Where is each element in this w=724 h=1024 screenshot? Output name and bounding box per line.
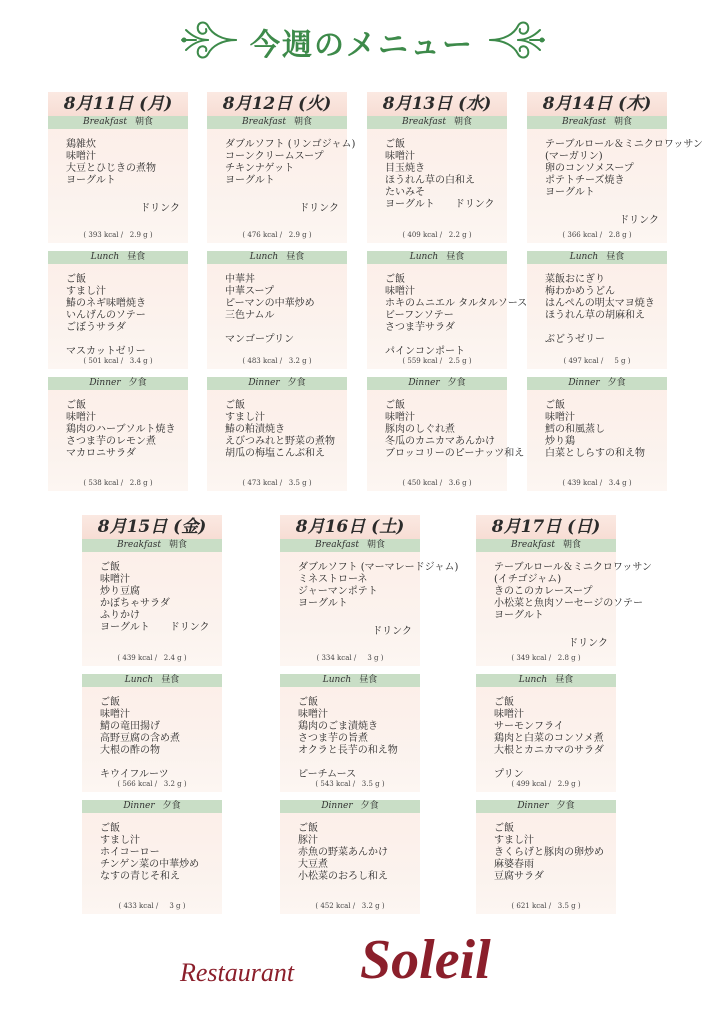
dinner-items xyxy=(207,390,347,460)
lunch-label-ja: 昼食 xyxy=(446,252,465,262)
menu-item: 胡瓜の梅塩こんぶ和え xyxy=(225,448,325,459)
menu-item: 三色ナムル xyxy=(225,310,275,321)
dinner-label-ja: 夕食 xyxy=(162,801,181,811)
lunch-header xyxy=(48,251,188,264)
dinner-header xyxy=(367,377,507,390)
breakfast-label-en: Breakfast xyxy=(314,540,359,550)
menu-item: プリン xyxy=(494,769,524,780)
menu-item: 鱈の和風蒸し xyxy=(545,424,605,435)
menu-item: えびつみれと野菜の煮物 xyxy=(225,436,335,447)
menu-item: 味噌汁 xyxy=(494,709,524,720)
dinner-label-en: Dinner xyxy=(123,801,155,811)
breakfast-header xyxy=(367,116,507,129)
menu-item: ご飯 xyxy=(225,400,245,411)
lunch-items xyxy=(367,264,528,358)
menu-item: ごぼうサラダ xyxy=(66,322,126,333)
breakfast-label-ja: 朝食 xyxy=(453,117,472,127)
menu-item: 味噌汁 xyxy=(385,412,415,423)
drink-label: ドリンク xyxy=(140,203,180,214)
menu-item: 卵のコンソメスープ xyxy=(545,163,634,174)
menu-item: ご飯 xyxy=(100,823,120,834)
menu-item: ピーマンの中華炒め xyxy=(225,298,315,309)
menu-item: ヨーグルト xyxy=(298,598,348,609)
nutrition-info: ( 334 kcal / 3 g ) xyxy=(316,654,384,662)
menu-item: マンゴープリン xyxy=(225,334,295,345)
nutrition-info: ( 439 kcal / 2.4 g ) xyxy=(117,654,187,662)
menu-item: マカロニサラダ xyxy=(66,448,136,459)
nutrition-info: ( 483 kcal / 3.2 g ) xyxy=(242,357,312,365)
dinner-section xyxy=(367,377,525,491)
breakfast-items xyxy=(207,129,356,187)
menu-item: 大豆とひじきの煮物 xyxy=(66,163,156,174)
dinner-label-en: Dinner xyxy=(89,378,121,388)
nutrition-info: ( 497 kcal / 5 g ) xyxy=(563,357,631,365)
breakfast-header xyxy=(48,116,188,129)
menu-item: 中華丼 xyxy=(225,274,255,285)
dinner-label-ja: 夕食 xyxy=(360,801,379,811)
menu-item: 味噌汁 xyxy=(66,151,96,162)
dinner-label-ja: 夕食 xyxy=(607,378,626,388)
menu-item: ご飯 xyxy=(385,274,405,285)
header xyxy=(0,14,724,70)
menu-item: チキンナゲット xyxy=(225,163,295,174)
menu-item: ご飯 xyxy=(298,823,318,834)
restaurant-label: Restaurant xyxy=(180,958,295,987)
lunch-header xyxy=(82,674,222,687)
menu-item: テーブルロール＆ミニクロワッサン xyxy=(545,139,703,150)
menu-item: ふりかけ xyxy=(100,610,140,621)
footer xyxy=(0,920,724,1010)
drink-label: ドリンク xyxy=(372,626,412,637)
lunch-label-en: Lunch xyxy=(90,252,120,262)
nutrition-info: ( 543 kcal / 3.5 g ) xyxy=(315,780,385,788)
menu-item: 炒り豆腐 xyxy=(100,586,140,597)
dinner-label-en: Dinner xyxy=(517,801,549,811)
nutrition-info: ( 473 kcal / 3.5 g ) xyxy=(242,479,312,487)
menu-item xyxy=(225,322,347,334)
breakfast-header xyxy=(476,539,616,552)
drink-label: ドリンク xyxy=(568,638,608,649)
menu-item: きくらげと豚肉の卵炒め xyxy=(494,847,604,858)
menu-item: ヨーグルト xyxy=(66,175,116,186)
day-column xyxy=(48,92,188,491)
lunch-section xyxy=(476,674,616,792)
lunch-label-en: Lunch xyxy=(409,252,439,262)
menu-item: 鶏肉のハーブソルト焼き xyxy=(66,424,176,435)
menu-item: ヨーグルト xyxy=(225,175,275,186)
breakfast-header xyxy=(82,539,222,552)
menu-item: すまし汁 xyxy=(66,286,106,297)
menu-item: 目玉焼き xyxy=(385,163,425,174)
day-column xyxy=(82,515,222,914)
menu-item: ご飯 xyxy=(494,697,514,708)
menu-item: ヨーグルト xyxy=(545,187,595,198)
breakfast-label-en: Breakfast xyxy=(510,540,555,550)
menu-item: ご飯 xyxy=(298,697,318,708)
menu-item: コーンクリームスープ xyxy=(225,151,324,162)
nutrition-info: ( 499 kcal / 2.9 g ) xyxy=(511,780,581,788)
menu-item: きのこのカレースープ xyxy=(494,586,593,597)
menu-item: さつま芋サラダ xyxy=(385,322,455,333)
dinner-section xyxy=(82,800,222,914)
menu-item: オクラと長芋の和え物 xyxy=(298,745,398,756)
menu-item: ご飯 xyxy=(100,697,120,708)
breakfast-section xyxy=(48,116,188,243)
breakfast-section xyxy=(280,539,459,666)
breakfast-section xyxy=(527,116,703,243)
floral-ornament-right-icon xyxy=(488,20,548,60)
lunch-label-ja: 昼食 xyxy=(286,252,305,262)
lunch-section xyxy=(367,251,528,369)
lunch-items xyxy=(82,687,222,781)
menu-item: たいみそ xyxy=(385,187,425,198)
breakfast-label-en: Breakfast xyxy=(82,117,127,127)
menu-item: 菜飯おにぎり xyxy=(545,274,605,285)
menu-item: 鶏雑炊 xyxy=(66,139,96,150)
nutrition-info: ( 476 kcal / 2.9 g ) xyxy=(242,231,312,239)
menu-item: 味噌汁 xyxy=(385,151,415,162)
menu-item: 白菜としらすの和え物 xyxy=(545,448,645,459)
menu-item: マスカットゼリー xyxy=(66,346,146,357)
menu-item: パインコンポート xyxy=(385,346,465,357)
lunch-section xyxy=(82,674,222,792)
nutrition-info: ( 349 kcal / 2.8 g ) xyxy=(511,654,581,662)
menu-item: ジャーマンポテト xyxy=(298,586,378,597)
menu-item: テーブルロール＆ミニクロワッサン xyxy=(494,562,652,573)
menu-item: ほうれん草の白和え xyxy=(385,175,475,186)
day-date: 8月12日 (火) xyxy=(207,92,347,116)
restaurant-name: Soleil xyxy=(360,929,491,991)
breakfast-items xyxy=(280,552,459,610)
lunch-items xyxy=(527,264,667,346)
menu-item: 炒り鶏 xyxy=(545,436,575,447)
menu-item: いんげんのソテー xyxy=(66,310,146,321)
menu-item xyxy=(545,322,667,334)
menu-item: (マーガリン) xyxy=(545,151,603,162)
breakfast-section xyxy=(82,539,222,666)
menu-item: 味噌汁 xyxy=(545,412,575,423)
lunch-items xyxy=(207,264,347,346)
menu-item xyxy=(100,757,222,769)
nutrition-info: ( 452 kcal / 3.2 g ) xyxy=(315,902,385,910)
menu-item: ほうれん草の胡麻和え xyxy=(545,310,645,321)
menu-item: ミネストローネ xyxy=(298,574,368,585)
dinner-items xyxy=(280,813,420,883)
breakfast-label-ja: 朝食 xyxy=(366,540,385,550)
menu-item: 麻婆春雨 xyxy=(494,859,534,870)
menu-item: 赤魚の野菜あんかけ xyxy=(298,847,388,858)
menu-item: すまし汁 xyxy=(225,412,265,423)
lunch-items xyxy=(476,687,616,781)
menu-item: ポテトチーズ焼き xyxy=(545,175,625,186)
menu-item: ご飯 xyxy=(100,562,120,573)
breakfast-label-ja: 朝食 xyxy=(293,117,312,127)
breakfast-label-en: Breakfast xyxy=(116,540,161,550)
dinner-items xyxy=(527,390,667,460)
day-date: 8月17日 (日) xyxy=(476,515,616,539)
menu-item: 大根とカニカマのサラダ xyxy=(494,745,604,756)
menu-item: 中華スープ xyxy=(225,286,274,297)
nutrition-info: ( 366 kcal / 2.8 g ) xyxy=(562,231,632,239)
menu-item: ご飯 xyxy=(66,274,86,285)
lunch-header xyxy=(476,674,616,687)
breakfast-label-ja: 朝食 xyxy=(613,117,632,127)
breakfast-section xyxy=(207,116,356,243)
day-column xyxy=(280,515,459,914)
menu-item: 味噌汁 xyxy=(100,709,130,720)
dinner-header xyxy=(82,800,222,813)
menu-item xyxy=(494,757,616,769)
drink-label: ドリンク xyxy=(299,203,339,214)
menu-item: ご飯 xyxy=(385,139,405,150)
menu-item: 大豆煮 xyxy=(298,859,328,870)
menu-item: なすの青じそ和え xyxy=(100,871,180,882)
breakfast-section xyxy=(367,116,507,243)
nutrition-info: ( 501 kcal / 3.4 g ) xyxy=(83,357,153,365)
nutrition-info: ( 433 kcal / 3 g ) xyxy=(118,902,186,910)
dinner-header xyxy=(280,800,420,813)
menu-item: さつま芋のレモン煮 xyxy=(66,436,156,447)
dinner-label-en: Dinner xyxy=(321,801,353,811)
menu-item xyxy=(66,334,188,346)
lunch-items xyxy=(48,264,188,358)
lunch-label-ja: 昼食 xyxy=(359,675,378,685)
menu-item: 大根の酢の物 xyxy=(100,745,160,756)
dinner-section xyxy=(476,800,616,914)
breakfast-items xyxy=(82,552,222,634)
breakfast-label-en: Breakfast xyxy=(241,117,286,127)
breakfast-label-ja: 朝食 xyxy=(562,540,581,550)
menu-item: はんぺんの明太マヨ焼き xyxy=(545,298,655,309)
menu-item: サーモンフライ xyxy=(494,721,564,732)
dinner-label-ja: 夕食 xyxy=(447,378,466,388)
menu-item: 高野豆腐の含め煮 xyxy=(100,733,180,744)
menu-item: 鰆のネギ味噌焼き xyxy=(66,298,146,309)
nutrition-info: ( 538 kcal / 2.8 g ) xyxy=(83,479,153,487)
menu-item: 冬瓜のカニカマあんかけ xyxy=(385,436,495,447)
day-column xyxy=(476,515,652,914)
lunch-header xyxy=(367,251,507,264)
menu-item: ヨーグルト ドリンク xyxy=(100,622,210,633)
dinner-label-ja: 夕食 xyxy=(128,378,147,388)
lunch-header xyxy=(280,674,420,687)
menu-item: 小松菜と魚肉ソーセージのソテー xyxy=(494,598,643,609)
dinner-header xyxy=(476,800,616,813)
menu-item: ホキのムニエル タルタルソース xyxy=(385,298,528,309)
menu-item: 鯖の竜田揚げ xyxy=(100,721,160,732)
nutrition-info: ( 566 kcal / 3.2 g ) xyxy=(117,780,187,788)
lunch-label-en: Lunch xyxy=(322,675,352,685)
dinner-label-en: Dinner xyxy=(408,378,440,388)
dinner-header xyxy=(527,377,667,390)
day-date: 8月15日 (金) xyxy=(82,515,222,539)
dinner-header xyxy=(207,377,347,390)
breakfast-items xyxy=(48,129,188,187)
menu-item xyxy=(385,334,507,346)
menu-item: 鰆の粕漬焼き xyxy=(225,424,285,435)
dinner-label-ja: 夕食 xyxy=(287,378,306,388)
day-date: 8月13日 (水) xyxy=(367,92,507,116)
drink-label: ドリンク xyxy=(619,215,659,226)
lunch-label-ja: 昼食 xyxy=(606,252,625,262)
menu-item: 小松菜のおろし和え xyxy=(298,871,388,882)
menu-item: 味噌汁 xyxy=(385,286,415,297)
breakfast-header xyxy=(207,116,347,129)
breakfast-label-ja: 朝食 xyxy=(134,117,153,127)
menu-item: ご飯 xyxy=(545,400,565,411)
menu-item: ホイコーロー xyxy=(100,847,160,858)
menu-item: ダブルソフト (リンゴジャム) xyxy=(225,139,356,150)
nutrition-info: ( 559 kcal / 2.5 g ) xyxy=(402,357,472,365)
nutrition-info: ( 621 kcal / 3.5 g ) xyxy=(511,902,581,910)
lunch-label-en: Lunch xyxy=(124,675,154,685)
menu-item: 豚汁 xyxy=(298,835,318,846)
menu-item: すまし汁 xyxy=(100,835,140,846)
lunch-section xyxy=(527,251,667,369)
day-date: 8月11日 (月) xyxy=(48,92,188,116)
day-column xyxy=(367,92,528,491)
lunch-label-ja: 昼食 xyxy=(555,675,574,685)
breakfast-header xyxy=(280,539,420,552)
menu-item: ご飯 xyxy=(494,823,514,834)
dinner-section xyxy=(280,800,420,914)
page-title: 今週のメニュー xyxy=(250,28,474,63)
menu-item: (イチゴジャム) xyxy=(494,574,562,585)
breakfast-label-en: Breakfast xyxy=(561,117,606,127)
menu-item: ぶどうゼリー xyxy=(545,334,605,345)
day-column xyxy=(207,92,356,491)
breakfast-header xyxy=(527,116,667,129)
menu-item: ご飯 xyxy=(66,400,86,411)
breakfast-section xyxy=(476,539,652,666)
menu-item: さつま芋の旨煮 xyxy=(298,733,368,744)
menu-item xyxy=(298,757,420,769)
lunch-header xyxy=(207,251,347,264)
menu-item: 鶏肉のごま漬焼き xyxy=(298,721,378,732)
menu-item: 鶏肉と白菜のコンソメ煮 xyxy=(494,733,604,744)
breakfast-items xyxy=(476,552,652,622)
menu-item: 味噌汁 xyxy=(66,412,96,423)
menu-item: ヨーグルト ドリンク xyxy=(385,199,495,210)
dinner-items xyxy=(82,813,222,883)
menu-item: 豆腐サラダ xyxy=(494,871,544,882)
menu-item: 味噌汁 xyxy=(100,574,130,585)
dinner-section xyxy=(527,377,667,491)
dinner-items xyxy=(367,390,525,460)
lunch-label-en: Lunch xyxy=(518,675,548,685)
nutrition-info: ( 439 kcal / 3.4 g ) xyxy=(562,479,632,487)
menu-item: 梅わかめうどん xyxy=(545,286,615,297)
dinner-label-en: Dinner xyxy=(568,378,600,388)
lunch-header xyxy=(527,251,667,264)
day-date: 8月16日 (土) xyxy=(280,515,420,539)
menu-item: ヨーグルト xyxy=(494,610,544,621)
menu-item: 味噌汁 xyxy=(298,709,328,720)
menu-item: チンゲン菜の中華炒め xyxy=(100,859,200,870)
nutrition-info: ( 393 kcal / 2.9 g ) xyxy=(83,231,153,239)
menu-item: ブロッコリーのピーナッツ和え xyxy=(385,448,525,459)
dinner-section xyxy=(48,377,188,491)
dinner-header xyxy=(48,377,188,390)
menu-item: かぼちゃサラダ xyxy=(100,598,170,609)
dinner-label-en: Dinner xyxy=(248,378,280,388)
lunch-section xyxy=(207,251,347,369)
menu-item: ピーチムース xyxy=(298,769,357,780)
dinner-section xyxy=(207,377,347,491)
lunch-label-en: Lunch xyxy=(249,252,279,262)
menu-item: すまし汁 xyxy=(494,835,534,846)
lunch-label-ja: 昼食 xyxy=(161,675,180,685)
day-date: 8月14日 (木) xyxy=(527,92,667,116)
breakfast-items xyxy=(527,129,703,199)
lunch-items xyxy=(280,687,420,781)
breakfast-label-ja: 朝食 xyxy=(168,540,187,550)
menu-item: 豚肉のしぐれ煮 xyxy=(385,424,455,435)
menu-item: ダブルソフト (マーマレードジャム) xyxy=(298,562,459,573)
day-column xyxy=(527,92,703,491)
menu-item: ご飯 xyxy=(385,400,405,411)
breakfast-items xyxy=(367,129,507,211)
dinner-items xyxy=(476,813,616,883)
dinner-label-ja: 夕食 xyxy=(556,801,575,811)
lunch-section xyxy=(280,674,420,792)
lunch-label-ja: 昼食 xyxy=(127,252,146,262)
menu-item: キウイフルーツ xyxy=(100,769,169,780)
dinner-items xyxy=(48,390,188,460)
breakfast-label-en: Breakfast xyxy=(401,117,446,127)
lunch-label-en: Lunch xyxy=(569,252,599,262)
lunch-section xyxy=(48,251,188,369)
nutrition-info: ( 450 kcal / 3.6 g ) xyxy=(402,479,472,487)
menu-item: ビーフンソテー xyxy=(385,310,454,321)
nutrition-info: ( 409 kcal / 2.2 g ) xyxy=(402,231,472,239)
